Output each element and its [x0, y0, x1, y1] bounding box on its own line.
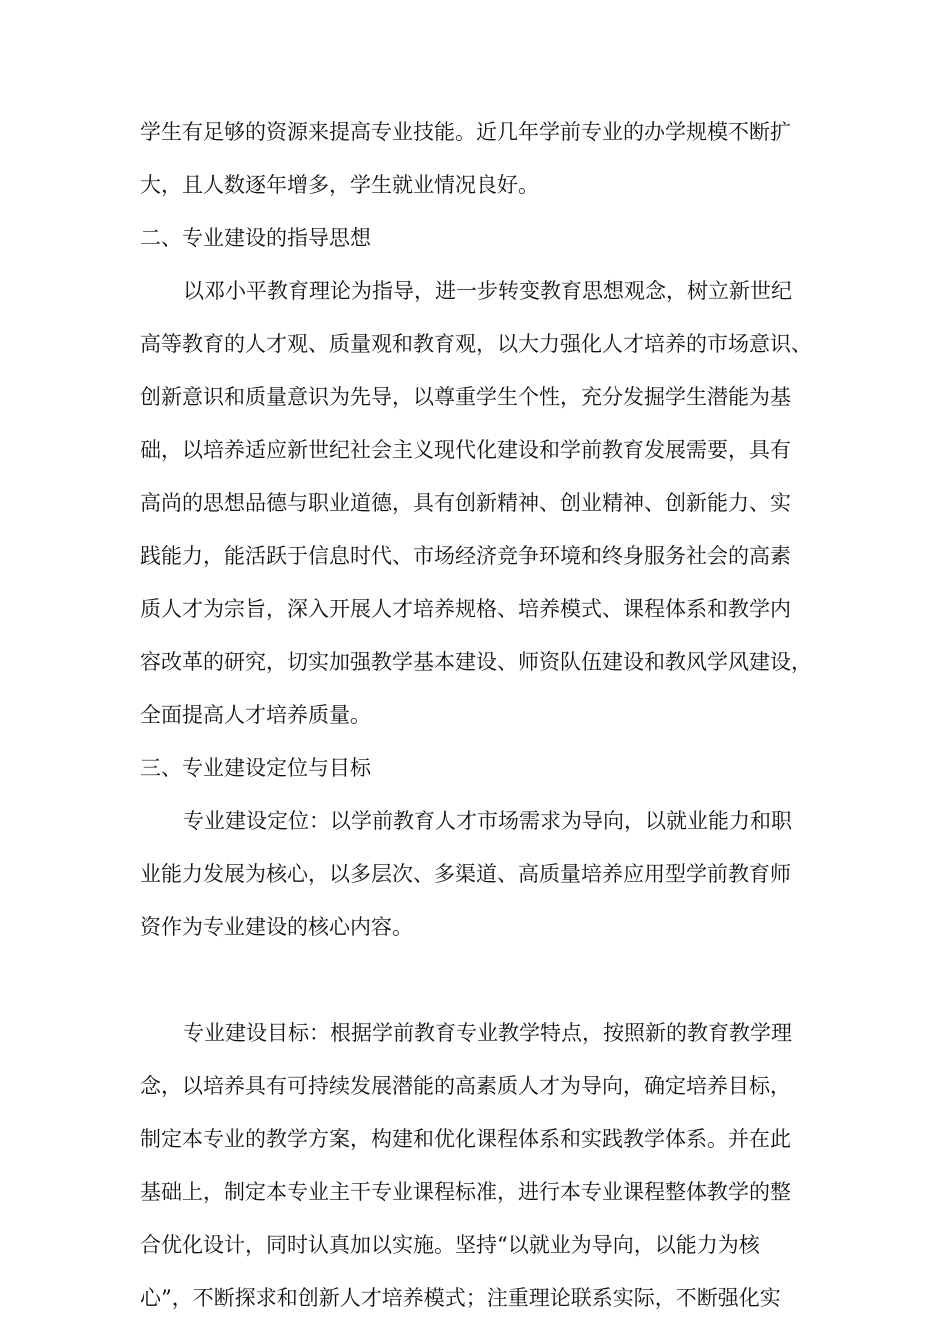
body-line: 专业建设定位：以学前教育人才市场需求为导向，以就业能力和职	[183, 809, 792, 833]
body-line: 全面提高人才培养质量。	[140, 703, 371, 727]
body-line: 业能力发展为核心，以多层次、多渠道、高质量培养应用型学前教育师	[140, 862, 791, 886]
section-heading: 三、专业建设定位与目标	[140, 756, 371, 780]
body-line: 创新意识和质量意识为先导，以尊重学生个性，充分发掘学生潜能为基	[140, 385, 791, 409]
body-line: 学生有足够的资源来提高专业技能。近几年学前专业的办学规模不断扩	[140, 120, 791, 144]
document-body	[140, 114, 820, 1333]
body-line: 制定本专业的教学方案，构建和优化课程体系和实践教学体系。并在此	[140, 1127, 791, 1151]
body-line: 高等教育的人才观、质量观和教育观，以大力强化人才培养的市场意识、	[140, 332, 812, 356]
body-line: 合优化设计，同时认真加以实施。坚持“以就业为导向，以能力为核	[140, 1233, 760, 1257]
body-line: 大，且人数逐年增多，学生就业情况良好。	[140, 173, 539, 197]
body-line: 以邓小平教育理论为指导，进一步转变教育思想观念，树立新世纪	[183, 279, 792, 303]
body-line: 念，以培养具有可持续发展潜能的高素质人才为导向，确定培养目标，	[140, 1074, 791, 1098]
body-line: 质人才为宗旨，深入开展人才培养规格、培养模式、课程体系和教学内	[140, 597, 791, 621]
body-line: 心”，不断探求和创新人才培养模式；注重理论联系实际，不断强化实	[140, 1286, 781, 1310]
body-line: 基础上，制定本专业主干专业课程标准，进行本专业课程整体教学的整	[140, 1180, 791, 1204]
body-line: 资作为专业建设的核心内容。	[140, 915, 413, 939]
body-line: 践能力，能活跃于信息时代、市场经济竞争环境和终身服务社会的高素	[140, 544, 791, 568]
section-heading: 二、专业建设的指导思想	[140, 226, 371, 250]
body-line: 专业建设目标：根据学前教育专业教学特点，按照新的教育教学理	[183, 1021, 792, 1045]
blank-line	[140, 962, 820, 1015]
body-line: 高尚的思想品德与职业道德，具有创新精神、创业精神、创新能力、实	[140, 491, 791, 515]
body-line: 础，以培养适应新世纪社会主义现代化建设和学前教育发展需要，具有	[140, 438, 791, 462]
body-line: 容改革的研究，切实加强教学基本建设、师资队伍建设和教风学风建设，	[140, 650, 812, 674]
